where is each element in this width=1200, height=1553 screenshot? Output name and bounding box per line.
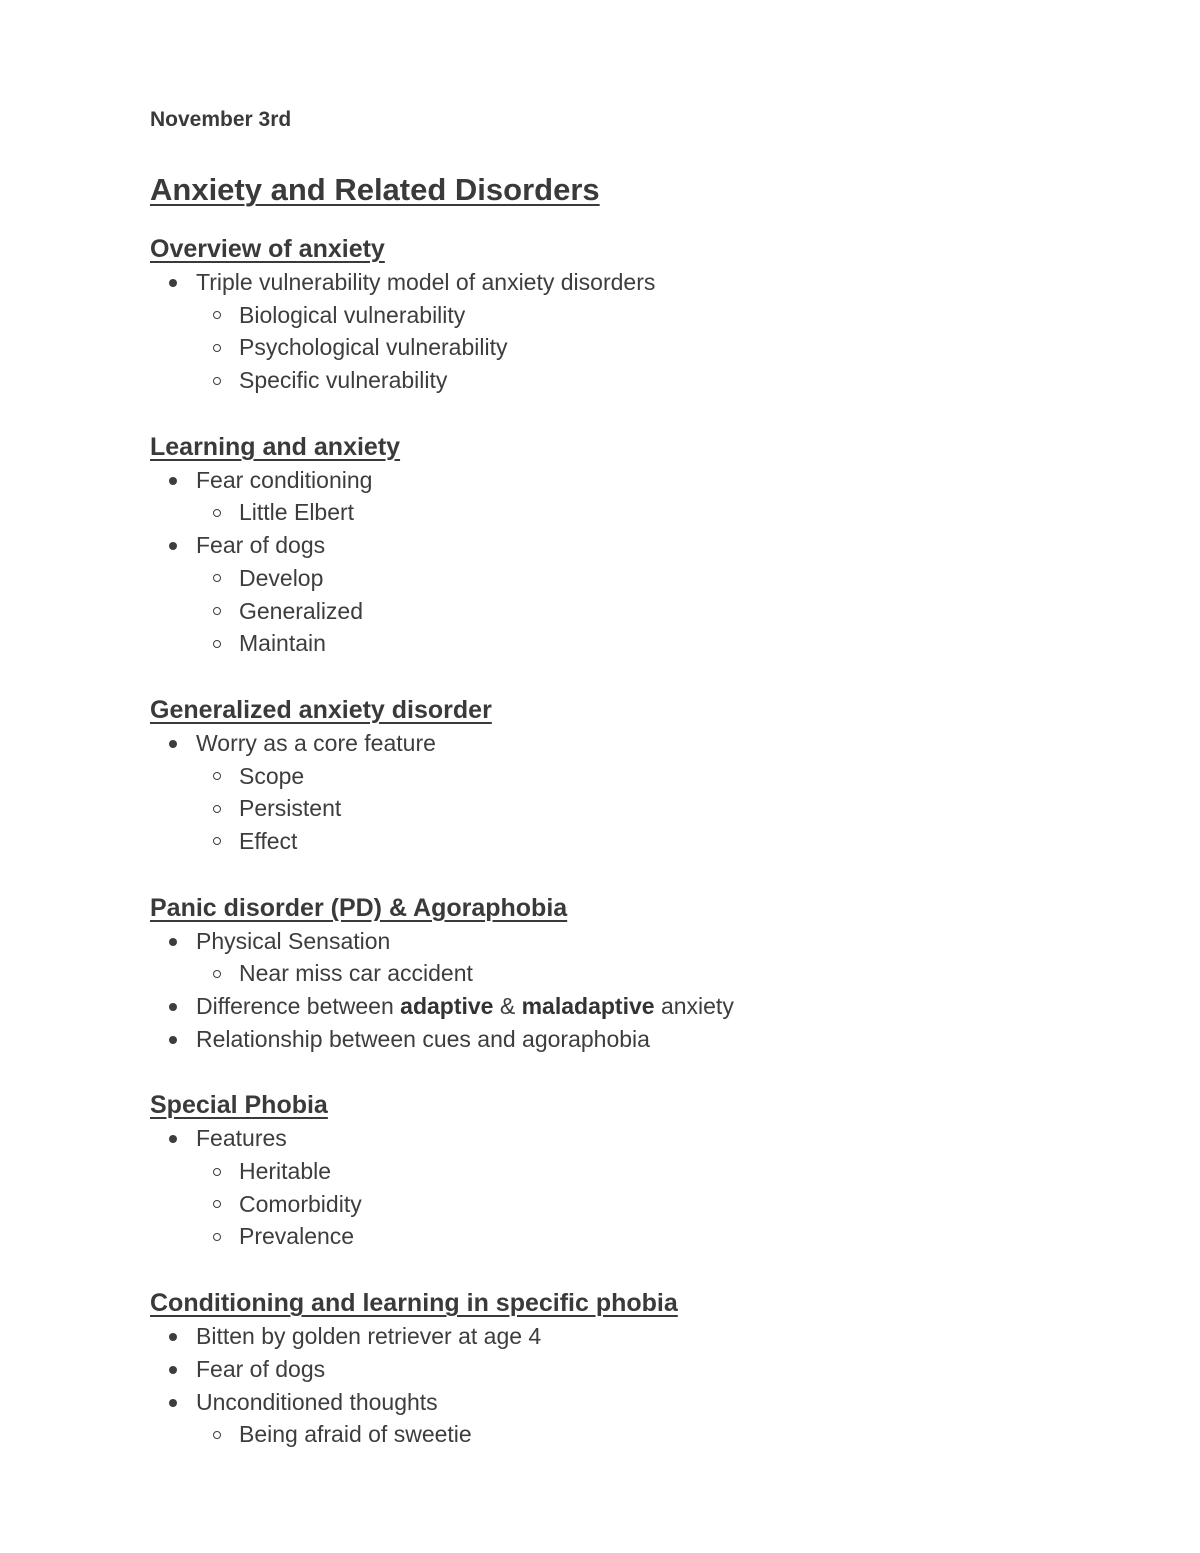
sub-list-item — [150, 792, 1130, 825]
bullet-circle-icon — [213, 311, 221, 319]
list-item — [150, 727, 1130, 858]
bullet-dot-icon — [169, 542, 177, 550]
list-item-row — [150, 727, 1130, 760]
sub-list-item-row — [150, 496, 1130, 529]
sub-list-item — [150, 1418, 1130, 1451]
sub-list-item-row — [150, 825, 1130, 858]
sub-list-item — [150, 1220, 1130, 1253]
sub-list-item-row — [150, 364, 1130, 397]
list-item-text: Unconditioned thoughts — [196, 1388, 438, 1415]
bullet-circle-icon — [213, 1431, 221, 1439]
sub-list-item-text: Being afraid of sweetie — [239, 1421, 472, 1448]
sub-list-item-row — [150, 1155, 1130, 1188]
bullet-dot-icon — [169, 1135, 177, 1143]
sub-list-item-text: Persistent — [239, 795, 342, 822]
sub-bullet-list — [150, 496, 1130, 529]
list-item-text: Physical Sensation — [196, 927, 391, 954]
list-item — [150, 1023, 1130, 1056]
list-item — [150, 990, 1130, 1023]
sub-list-item-row — [150, 1188, 1130, 1221]
sub-list-item-row — [150, 792, 1130, 825]
list-item-text: Triple vulnerability model of anxiety disorders — [196, 269, 656, 295]
sub-list-item — [150, 957, 1130, 990]
sub-bullet-list — [150, 957, 1130, 990]
list-item-text: Bitten by golden retriever at age 4 — [196, 1323, 542, 1350]
list-item-text: Features — [196, 1125, 287, 1152]
sub-list-item-text: Biological vulnerability — [239, 301, 466, 328]
list-item — [150, 464, 1130, 529]
bullet-circle-icon — [213, 805, 221, 813]
list-item-row — [150, 1386, 1130, 1419]
sub-list-item — [150, 1188, 1130, 1221]
bullet-circle-icon — [213, 574, 221, 582]
sub-list-item-text: Develop — [239, 564, 324, 591]
sub-list-item-row — [150, 595, 1130, 628]
bullet-dot-icon — [169, 477, 177, 485]
list-item-text: anxiety — [654, 993, 734, 1019]
bullet-circle-icon — [213, 509, 221, 517]
bullet-circle-icon — [213, 970, 221, 978]
list-item-row — [150, 1353, 1130, 1386]
bullet-circle-icon — [213, 607, 221, 615]
bullet-dot-icon — [169, 1036, 177, 1044]
section-heading: Conditioning and learning in specific phobia — [150, 1289, 678, 1318]
sub-list-item — [150, 299, 1130, 332]
list-item-row — [150, 1023, 1130, 1056]
sub-list-item-text: Prevalence — [239, 1223, 355, 1250]
list-item-text: Relationship between cues and agoraphobia — [196, 1025, 650, 1052]
list-item — [150, 925, 1130, 990]
list-item-row — [150, 464, 1130, 497]
sub-list-item-text: Heritable — [239, 1158, 332, 1185]
list-item-text: & — [493, 993, 522, 1019]
note-date: November 3rd — [150, 108, 292, 131]
sub-list-item — [150, 331, 1130, 364]
bullet-circle-icon — [213, 772, 221, 780]
bullet-circle-icon — [213, 344, 221, 352]
sub-list-item-row — [150, 957, 1130, 990]
sub-list-item — [150, 760, 1130, 793]
bold-text: maladaptive — [521, 993, 655, 1019]
section-panic-disorder-pd-agoraphobia — [150, 891, 1130, 1056]
list-item-text: Fear of dogs — [196, 1355, 326, 1382]
list-item-row — [150, 529, 1130, 562]
section-heading: Generalized anxiety disorder — [150, 695, 492, 724]
bullet-list — [150, 1122, 1130, 1253]
bullet-circle-icon — [213, 377, 221, 385]
list-item-row — [150, 990, 1130, 1023]
bullet-dot-icon — [169, 938, 177, 946]
list-item-row — [150, 266, 1130, 299]
sub-list-item-row — [150, 1220, 1130, 1253]
sub-list-item-row — [150, 760, 1130, 793]
bullet-list — [150, 727, 1130, 858]
sub-list-item — [150, 1155, 1130, 1188]
section-generalized-anxiety-disorder — [150, 693, 1130, 858]
bullet-list — [150, 464, 1130, 660]
page-title: Anxiety and Related Disorders — [150, 172, 600, 207]
list-item — [150, 1320, 1130, 1353]
list-item — [150, 529, 1130, 660]
section-heading: Special Phobia — [150, 1091, 328, 1120]
sub-list-item-row — [150, 331, 1130, 364]
sub-list-item — [150, 595, 1130, 628]
bullet-circle-icon — [213, 1168, 221, 1176]
sub-list-item — [150, 627, 1130, 660]
sub-list-item-row — [150, 299, 1130, 332]
sub-list-item-text: Scope — [239, 762, 305, 789]
list-item-row — [150, 925, 1130, 958]
section-heading: Overview of anxiety — [150, 235, 385, 263]
section-learning-and-anxiety — [150, 430, 1130, 660]
list-item — [150, 1122, 1130, 1253]
bullet-dot-icon — [169, 279, 177, 287]
section-special-phobia — [150, 1088, 1130, 1253]
sub-bullet-list — [150, 760, 1130, 858]
bullet-dot-icon — [169, 1333, 177, 1341]
sub-list-item-row — [150, 627, 1130, 660]
section-conditioning-and-learning-in-specific-phobia — [150, 1286, 1130, 1451]
sub-list-item — [150, 364, 1130, 397]
sub-list-item-row — [150, 562, 1130, 595]
sub-list-item-text: Effect — [239, 827, 298, 854]
sections-container — [150, 232, 1130, 1451]
bold-text: adaptive — [400, 993, 494, 1019]
bullet-dot-icon — [169, 1399, 177, 1407]
bullet-list — [150, 925, 1130, 1056]
sub-list-item-text: Specific vulnerability — [239, 367, 448, 394]
notes-page — [150, 104, 1130, 1451]
sub-list-item-row — [150, 1418, 1130, 1451]
sub-list-item-text: Maintain — [239, 630, 326, 657]
list-item-row — [150, 1122, 1130, 1155]
list-item — [150, 266, 1130, 397]
list-item-text: Difference between — [196, 993, 401, 1019]
section-overview-of-anxiety — [150, 232, 1130, 397]
sub-list-item-text: Comorbidity — [239, 1190, 362, 1217]
bullet-list — [150, 1320, 1130, 1451]
sub-bullet-list — [150, 1418, 1130, 1451]
sub-bullet-list — [150, 299, 1130, 397]
bullet-circle-icon — [213, 837, 221, 845]
list-item-text: Fear conditioning — [196, 466, 373, 493]
section-heading: Learning and anxiety — [150, 432, 401, 461]
list-item-text: Worry as a core feature — [196, 729, 436, 756]
sub-list-item — [150, 562, 1130, 595]
sub-bullet-list — [150, 562, 1130, 660]
list-item — [150, 1353, 1130, 1386]
bullet-dot-icon — [169, 740, 177, 748]
sub-bullet-list — [150, 1155, 1130, 1253]
bullet-circle-icon — [213, 640, 221, 648]
sub-list-item-text: Near miss car accident — [239, 960, 473, 987]
bullet-list — [150, 266, 1130, 397]
list-item-row — [150, 1320, 1130, 1353]
sub-list-item-text: Generalized — [239, 597, 364, 624]
bullet-dot-icon — [169, 1003, 177, 1011]
sub-list-item-text: Little Elbert — [239, 499, 355, 526]
list-item-text: Fear of dogs — [196, 532, 326, 559]
sub-list-item — [150, 496, 1130, 529]
bullet-circle-icon — [213, 1200, 221, 1208]
bullet-circle-icon — [213, 1233, 221, 1241]
list-item — [150, 1386, 1130, 1451]
section-heading: Panic disorder (PD) & Agoraphobia — [150, 893, 568, 922]
sub-list-item — [150, 825, 1130, 858]
bullet-dot-icon — [169, 1366, 177, 1374]
sub-list-item-text: Psychological vulnerability — [239, 334, 508, 361]
